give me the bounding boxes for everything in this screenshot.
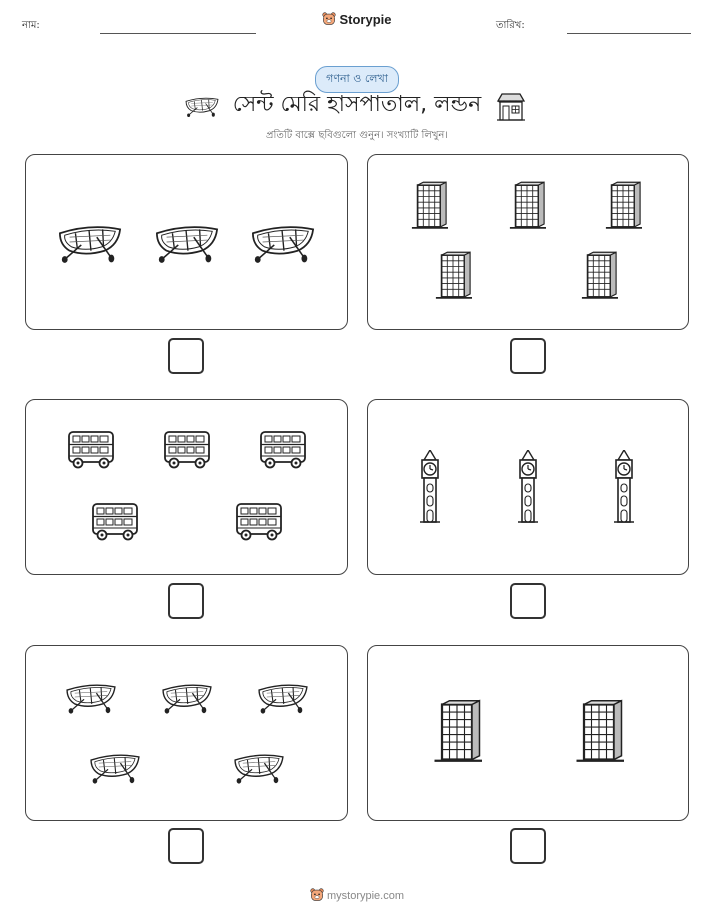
double-decker-bus-icon (90, 502, 140, 542)
answer-box-5[interactable] (168, 828, 204, 864)
count-panel-3 (25, 399, 348, 575)
double-decker-bus-icon (66, 430, 116, 470)
title-row (0, 88, 714, 124)
answer-box-1[interactable] (168, 338, 204, 374)
name-label: নাম: (22, 20, 40, 31)
rowboat-icon (232, 750, 286, 784)
double-decker-bus-icon (234, 502, 284, 542)
answer-box-4[interactable] (510, 583, 546, 619)
rowboat-icon (88, 750, 142, 784)
count-panel-4 (367, 399, 689, 575)
instructions: প্রতিটি বাক্সে ছবিগুলো গুনুন। সংখ্যাটি লিখুন। (266, 130, 448, 141)
bear-logo-icon (322, 12, 336, 26)
brand-name: Storypie (339, 12, 392, 27)
double-decker-bus-icon (258, 430, 308, 470)
rowboat-icon (56, 221, 124, 263)
rowboat-icon (64, 680, 118, 714)
clock-tower-icon (516, 450, 540, 524)
footer-url[interactable]: mystorypie.com (326, 890, 405, 902)
category-badge: গণনা ও লেখা (315, 66, 399, 93)
answer-box-6[interactable] (510, 828, 546, 864)
shop-icon (496, 92, 526, 122)
count-panel-2 (367, 154, 689, 330)
rowboat-icon (160, 680, 214, 714)
brand (0, 12, 714, 27)
footer (0, 888, 714, 902)
bear-logo-icon (310, 888, 324, 902)
building-icon (574, 698, 624, 766)
building-icon (432, 698, 482, 766)
page-title: সেন্ট মেরি হাসপাতাল, লন্ডন (232, 92, 482, 117)
building-icon (410, 181, 448, 231)
count-panel-6 (367, 645, 689, 821)
date-line[interactable] (567, 33, 691, 34)
name-line[interactable] (100, 33, 256, 34)
answer-box-3[interactable] (168, 583, 204, 619)
clock-tower-icon (418, 450, 442, 524)
building-icon (508, 181, 546, 231)
count-panel-1 (25, 154, 348, 330)
clock-tower-icon (612, 450, 636, 524)
rowboat-icon (249, 221, 317, 263)
answer-box-2[interactable] (510, 338, 546, 374)
date-label: তারিখ: (496, 20, 525, 31)
building-icon (434, 251, 472, 301)
count-panel-5 (25, 645, 348, 821)
rowboat-icon (153, 221, 221, 263)
rowboat-icon (256, 680, 310, 714)
building-icon (580, 251, 618, 301)
double-decker-bus-icon (162, 430, 212, 470)
building-icon (604, 181, 642, 231)
